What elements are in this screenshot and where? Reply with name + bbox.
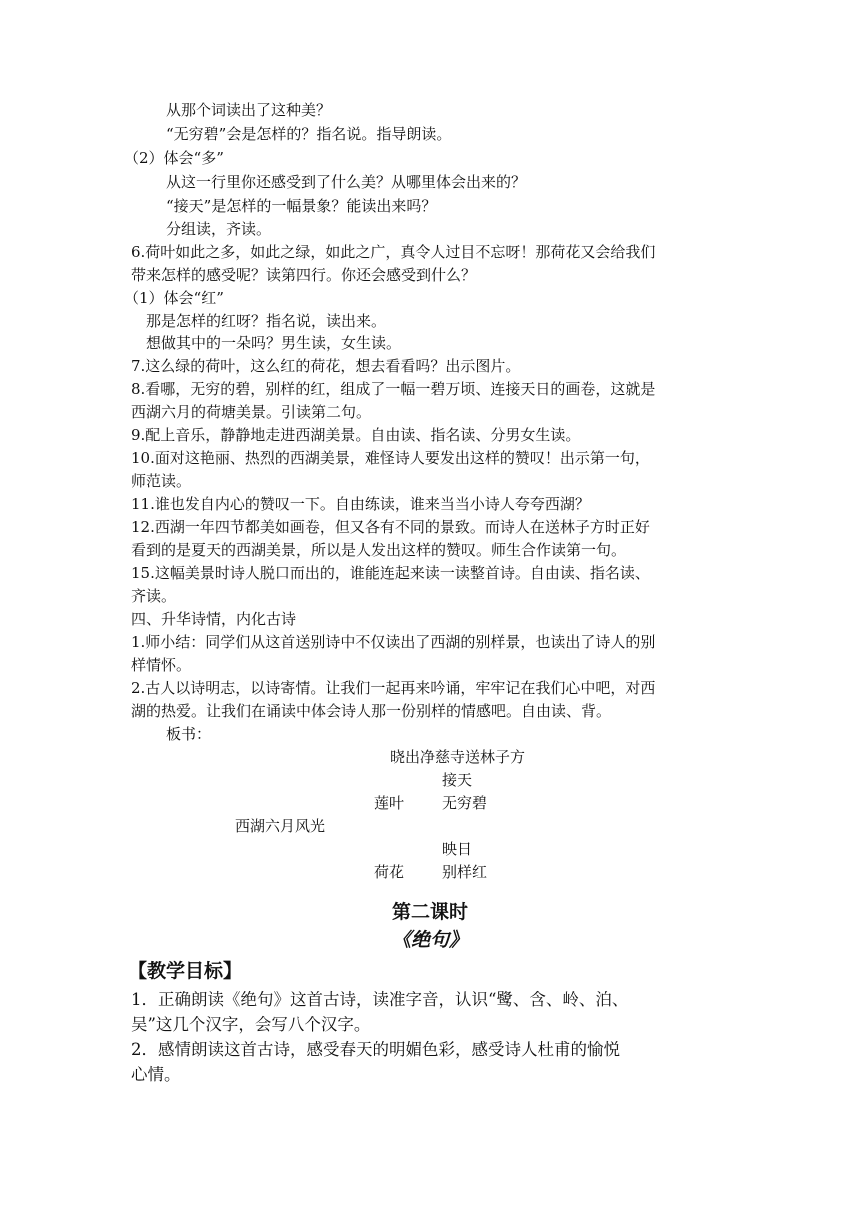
goal-line: 心情。 (131, 1065, 181, 1084)
text-line: （1）体会“红” (124, 289, 224, 307)
text-line: “接天”是怎样的一幅景象？能读出来吗？ (166, 197, 437, 215)
text-line: 齐读。 (131, 587, 177, 605)
text-line: 分组读，齐读。 (166, 220, 272, 238)
text-line: “无穷碧”会是怎样的？指名说。指导朗读。 (166, 125, 452, 143)
lesson-title: 第二课时 (391, 901, 469, 923)
text-line: 样情怀。 (131, 656, 192, 674)
text-line: 带来怎样的感受呢？读第四行。你还会感受到什么？ (131, 266, 477, 284)
text-line: 6.荷叶如此之多，如此之绿，如此之广，真令人过目不忘呀！那荷花又会给我们 (131, 243, 656, 261)
text-line: 10.面对这艳丽、热烈的西湖美景，难怪诗人要发出这样的赞叹！出示第一句， (131, 449, 650, 467)
goals-heading: 【教学目标】 (128, 960, 243, 982)
text-line: 12.西湖一年四节都美如画卷，但又各有不同的景致。而诗人在送林子方时正好 (131, 518, 650, 536)
text-line: 从那个词读出了这种美？ (166, 101, 332, 119)
text-line: 8.看哪，无穷的碧，别样的红，组成了一幅一碧万顷、连接天日的画卷，这就是 (131, 380, 656, 398)
board-xihu: 西湖六月风光 (235, 817, 326, 835)
text-line: 想做其中的一朵吗？男生读，女生读。 (146, 334, 402, 352)
text-line: （2）体会“多” (124, 149, 224, 167)
goal-line: 2．感情朗读这首古诗，感受春天的明媚色彩，感受诗人杜甫的愉悦 (131, 1040, 620, 1059)
goal-line: 吴”这几个汉字，会写八个汉字。 (131, 1015, 371, 1034)
board-title: 晓出净慈寺送林子方 (390, 748, 526, 766)
board-wuqiongbi: 无穷碧 (442, 794, 488, 812)
goal-line: 1．正确朗读《绝句》这首古诗，读准字音，认识“鹭、含、岭、泊、 (131, 990, 629, 1009)
text-line: 看到的是夏天的西湖美景，所以是人发出这样的赞叹。师生合作读第一句。 (131, 541, 627, 559)
text-line: 11.谁也发自内心的赞叹一下。自由练读，谁来当当小诗人夸夸西湖？ (131, 495, 590, 513)
text-line: 7.这么绿的荷叶，这么红的荷花，想去看看吗？出示图片。 (131, 357, 521, 375)
board-lianye: 莲叶 (374, 794, 405, 812)
text-line: 湖的热爱。让我们在诵读中体会诗人那一份别样的情感吧。自由读、背。 (131, 702, 612, 720)
board-yingri: 映日 (442, 840, 473, 858)
section-heading: 四、升华诗情，内化古诗 (131, 610, 297, 628)
text-line: 2.古人以诗明志，以诗寄情。让我们一起再来吟诵，牢牢记在我们心中吧，对西 (131, 679, 656, 697)
poem-title: 《绝句》 (391, 929, 469, 951)
board-jietian: 接天 (442, 771, 473, 789)
text-line: 从这一行里你还感受到了什么美？从哪里体会出来的？ (166, 173, 527, 191)
text-line: 1.师小结：同学们从这首送别诗中不仅读出了西湖的别样景，也读出了诗人的别 (131, 633, 656, 651)
text-line: 9.配上音乐，静静地走进西湖美景。自由读、指名读、分男女生读。 (131, 426, 581, 444)
board-hehua: 荷花 (374, 863, 405, 881)
text-line: 那是怎样的红呀？指名说，读出来。 (146, 312, 387, 330)
text-line: 西湖六月的荷塘美景。引读第二句。 (131, 403, 372, 421)
text-line: 15.这幅美景时诗人脱口而出的，谁能连起来读一读整首诗。自由读、指名读、 (131, 564, 650, 582)
board-bieyanghong: 别样红 (442, 863, 488, 881)
board-label: 板书： (166, 725, 212, 743)
text-line: 师范读。 (131, 472, 192, 490)
